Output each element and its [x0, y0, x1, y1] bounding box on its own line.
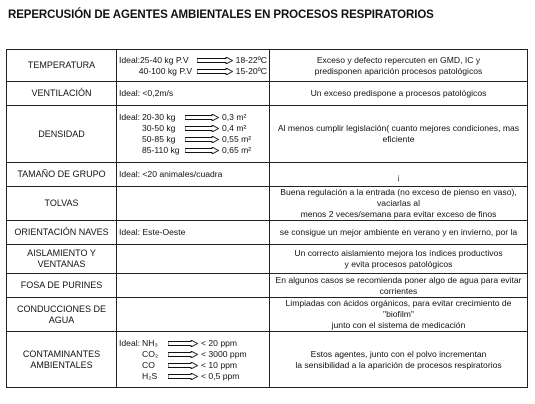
effect-aislamiento: Un correcto aislamiento mejora los índices productivos y evita procesos patológicos [270, 245, 528, 274]
result-value: < 20 ppm [201, 337, 238, 348]
ideal-tolvas [117, 187, 270, 221]
result-value: 15-20ºC [235, 65, 267, 76]
effect-fosa: En algunos casos se recomienda poner algo de agua para evitar corrientes [270, 274, 528, 298]
effect-orientacion: se consigue un mejor ambiente en verano y en invierno, por la [270, 221, 528, 245]
range-value: 20-30 kg [142, 112, 176, 122]
table-row-contaminantes [7, 332, 528, 388]
ideal-temperatura [117, 50, 270, 82]
document-title: REPERCUSIÓN DE AGENTES AMBIENTALES EN PROCESOS RESPIRATORIOS [8, 9, 434, 21]
ideal-grupo: Ideal: <20 animales/cuadra [117, 163, 270, 187]
arrow-right-icon [185, 136, 219, 143]
ideal-aislamiento [117, 245, 270, 274]
result-value: 0,65 m² [222, 145, 252, 155]
result-value: < 3000 ppm [201, 348, 247, 359]
effect-grupo: ¡ [270, 163, 528, 187]
range-value: 50-85 kg [142, 134, 176, 144]
ideal-densidad [117, 106, 270, 163]
table-row-fosa [7, 274, 528, 298]
gas-name: CO₂ [142, 348, 159, 359]
row-label-contaminantes: CONTAMINANTES AMBIENTALES [7, 332, 117, 388]
arrow-right-icon [168, 373, 198, 380]
range-value: 40-100 kg P.V [138, 65, 193, 76]
effect-densidad: Al menos cumplir legislación( cuanto mejores condiciones, mas eficiente [270, 106, 528, 163]
result-value: < 0,5 ppm [201, 370, 240, 381]
table-row-grupo [7, 163, 528, 187]
row-label-ventilacion: VENTILACIÓN [7, 82, 117, 106]
ideal-label: Ideal: [119, 112, 141, 122]
effect-contaminantes: Estos agentes, junto con el polvo incrementan la sensibilidad a la aparición de procesos respiratorios [270, 332, 528, 388]
arrow-right-icon [185, 114, 219, 121]
ideal-orientacion: Ideal: Este-Oeste [117, 221, 270, 245]
environmental-agents-table [6, 49, 528, 388]
ideal-agua [117, 298, 270, 332]
table-row-tolvas [7, 187, 528, 221]
ideal-fosa [117, 274, 270, 298]
row-label-densidad: DENSIDAD [7, 106, 117, 163]
arrow-right-icon [168, 340, 198, 347]
row-label-tolvas: TOLVAS [7, 187, 117, 221]
result-value: 0,55 m² [222, 134, 252, 144]
range-value: 30-50 kg [142, 123, 176, 133]
range-value: 85-110 kg [142, 145, 180, 155]
row-label-orientacion: ORIENTACIÓN NAVES [7, 221, 117, 245]
table-row-densidad [7, 106, 528, 163]
row-label-temperatura: TEMPERATURA [7, 50, 117, 82]
arrow-right-icon [185, 125, 219, 132]
ideal-ventilacion: Ideal: <0,2m/s [117, 82, 270, 106]
result-value: < 10 ppm [201, 359, 238, 370]
table-row-temperatura [7, 50, 528, 82]
range-value: 25-40 kg P.V [140, 54, 189, 65]
table-row-orientacion [7, 221, 528, 245]
result-value: 0,4 m² [222, 123, 247, 133]
row-label-grupo: TAMAÑO DE GRUPO [7, 163, 117, 187]
row-label-fosa: FOSA DE PURINES [7, 274, 117, 298]
effect-ventilacion: Un exceso predispone a procesos patológicos [270, 82, 528, 106]
ideal-label: Ideal: [119, 337, 141, 348]
effect-tolvas: Buena regulación a la entrada (no exceso de pienso en vaso), vaciarlas al menos 2 veces/semana para evitar exceso de finos [270, 187, 528, 221]
arrow-right-icon [197, 57, 233, 64]
arrow-right-icon [168, 362, 198, 369]
result-value: 18-22ºC [235, 54, 267, 65]
table-row-ventilacion [7, 82, 528, 106]
gas-name: CO [142, 359, 155, 370]
row-label-aislamiento: AISLAMIENTO Y VENTANAS [7, 245, 117, 274]
table-row-aislamiento [7, 245, 528, 274]
ideal-contaminantes [117, 332, 270, 388]
effect-agua: Limpiadas con ácidos orgánicos, para evitar crecimiento de "biofilm" junto con el sistema de medicación [270, 298, 528, 332]
row-label-agua: CONDUCCIONES DE AGUA [7, 298, 117, 332]
table-row-agua [7, 298, 528, 332]
result-value: 0,3 m² [222, 112, 247, 122]
arrow-right-icon [185, 147, 219, 154]
effect-temperatura: Exceso y defecto repercuten en GMD, IC y predisponen aparición procesos patológicos [270, 50, 528, 82]
gas-name: NH₃ [142, 337, 158, 348]
ideal-label: Ideal: [119, 54, 141, 65]
gas-name: H₂S [142, 370, 158, 381]
arrow-right-icon [168, 351, 198, 358]
arrow-right-icon [197, 68, 233, 75]
